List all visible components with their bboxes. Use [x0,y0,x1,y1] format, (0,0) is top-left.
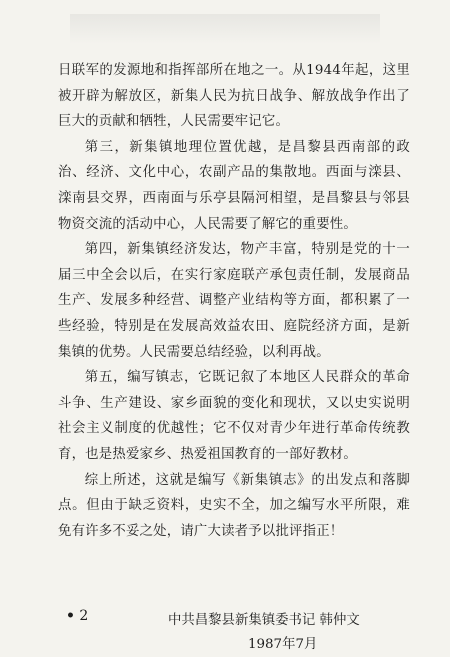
page-number [66,608,88,624]
signature-author: 中共昌黎县新集镇委书记 韩仲文 [168,613,360,629]
paragraph-conclusion: 综上所述，这就是编写《新集镇志》的出发点和落脚点。但由于缺乏资料，史实不全，加之编写水平所限，难免有许多不妥之处，请广大读者予以批评指正！ [58,472,410,539]
page-number-value: 2 [79,608,89,624]
paragraph-continued: 日联军的发源地和指挥部所在地之一。从1944年起，这里被开辟为解放区，新集人民为抗日战争、解放战争作出了巨大的贡献和牺牲，人民需要牢记它。 [58,63,410,130]
paragraph-third-point: 第三，新集镇地理位置优越，是昌黎县西南部的政治、经济、文化中心，农副产品的集散地。西面与滦县、滦南县交界，西南面与乐亭县隔河相望，是昌黎县与邻县物资交流的活动中心，人民需要了解它的重要性。 [58,139,410,232]
paragraph-fourth-point: 第四，新集镇经济发达，物产丰富，特别是党的十一届三中全会以后，在实行家庭联产承包责任制，发展商品生产、发展多种经营、调整产业结构等方面，都积累了一些经验，特别是在发展高效益农田、庭院经济方面，是新集镇的优势。人民需要总结经验，以利再战。 [58,242,410,360]
signature-block [58,610,410,656]
signature-date: 1987年7月 [248,637,318,653]
scan-smudge [70,14,380,44]
paragraph-fifth-point: 第五，编写镇志，它既记叙了本地区人民群众的革命斗争、生产建设、家乡面貌的变化和现状，又以史实说明社会主义制度的优越性；它不仅对青少年进行革命传统教育，也是热爱家乡、热爱祖国教育的一部好教材。 [58,370,410,462]
page-number-dot: • [66,608,75,624]
